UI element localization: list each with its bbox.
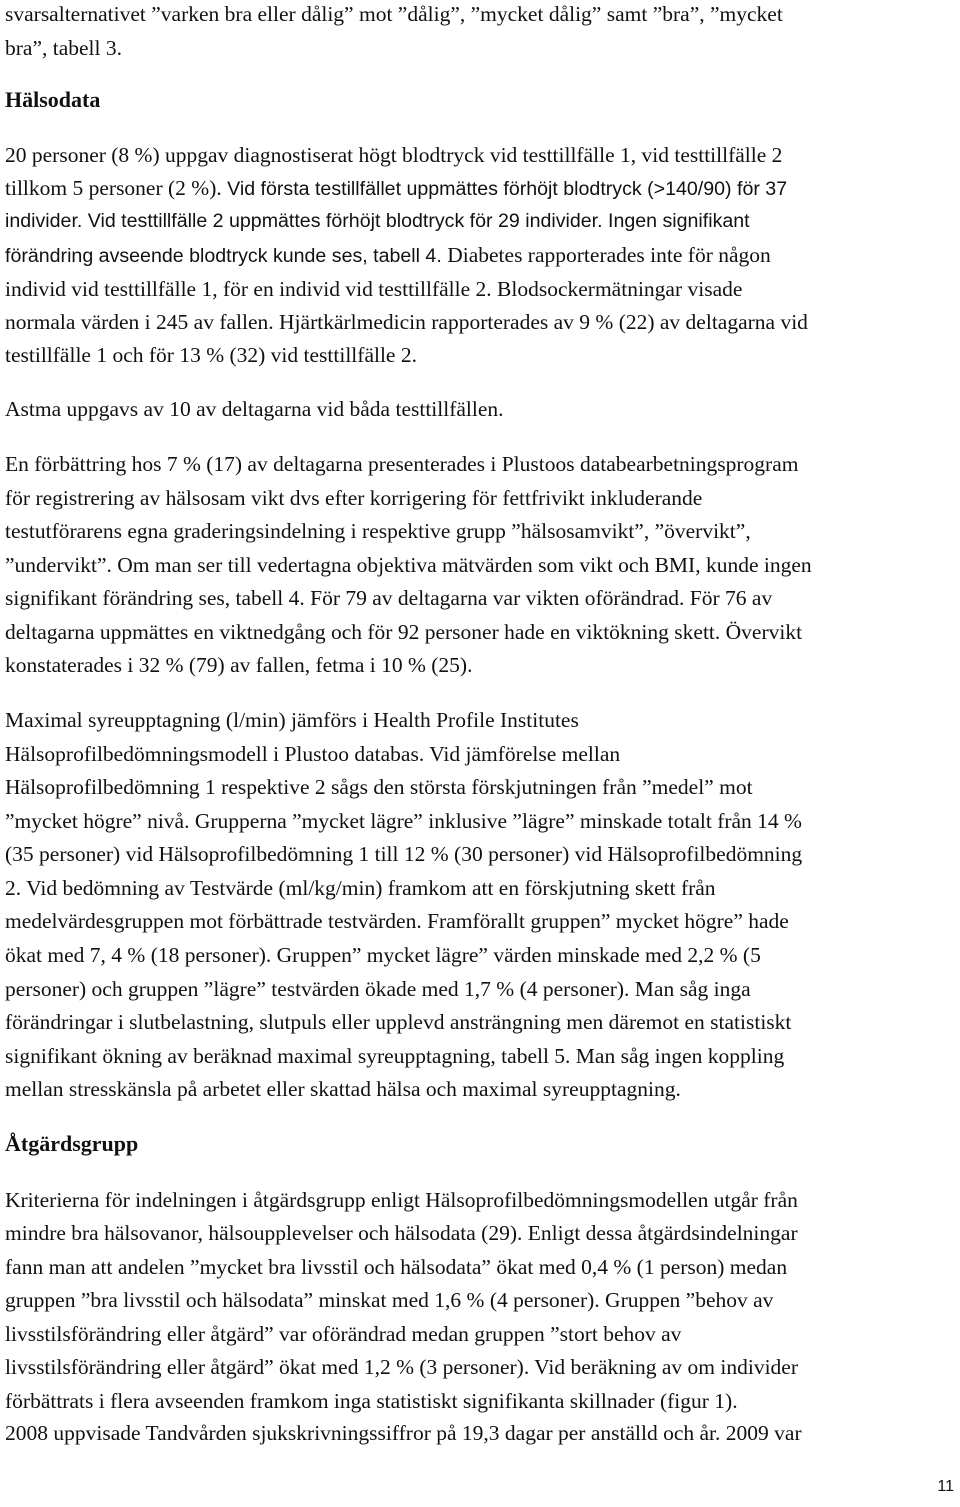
halsodata-p4-line-6: 2. Vid bedömning av Testvärde (ml/kg/min) framkom att en förskjutning skett från xyxy=(5,876,716,900)
intro-line-1: svarsalternativet ”varken bra eller dålig” mot ”dålig”, ”mycket dålig” samt ”bra”, ”mycket xyxy=(5,2,783,26)
halsodata-p3-line-4: ”undervikt”. Om man ser till vedertagna objektiva mätvärden som vikt och BMI, kunde ingen xyxy=(5,553,812,577)
halsodata-p1-line-4-serif: Diabetes rapporterades inte för någon xyxy=(447,243,771,267)
halsodata-p1-line-4 xyxy=(5,242,771,269)
halsodata-p1-line-2-serif: tillkom 5 personer (2 %). xyxy=(5,176,228,200)
halsodata-p3-line-1: En förbättring hos 7 % (17) av deltagarna presenterades i Plustoos databearbetningsprogram xyxy=(5,452,799,476)
halsodata-p1-line-3: individer. Vid testtillfälle 2 uppmättes förhöjt blodtryck för 29 individer. Ingen signifikant xyxy=(5,210,750,232)
atgardsgrupp-p1-line-8: 2008 uppvisade Tandvården sjukskrivningssiffror på 19,3 dagar per anställd och år. 2009 var xyxy=(5,1421,802,1445)
halsodata-p2: Astma uppgavs av 10 av deltagarna vid båda testtillfällen. xyxy=(5,397,504,421)
atgardsgrupp-p1-line-7: förbättrats i flera avseenden framkom inga statistiskt signifikanta skillnader (figur 1). xyxy=(5,1389,738,1413)
halsodata-p4-line-7: medelvärdesgruppen mot förbättrade testvärden. Framförallt gruppen” mycket högre” hade xyxy=(5,909,789,933)
halsodata-p3-line-3: testutförarens egna graderingsindelning i respektive grupp ”hälsosamvikt”, ”övervikt”, xyxy=(5,519,751,543)
halsodata-p3-line-5: signifikant förändring ses, tabell 4. För 79 av deltagarna var vikten oförändrad. För 76 av xyxy=(5,586,773,610)
section-heading-halsodata: Hälsodata xyxy=(5,87,101,112)
halsodata-p4-line-12: mellan stresskänsla på arbetet eller skattad hälsa och maximal syreupptagning. xyxy=(5,1077,681,1101)
halsodata-p4-line-1: Maximal syreupptagning (l/min) jämförs i Health Profile Institutes xyxy=(5,708,579,732)
halsodata-p1-line-4-sans: förändring avseende blodtryck kunde ses, tabell 4. xyxy=(5,245,448,267)
halsodata-p4-line-2: Hälsoprofilbedömningsmodell i Plustoo databas. Vid jämförelse mellan xyxy=(5,742,621,766)
page-number: 11 xyxy=(937,1478,954,1495)
intro-line-2: bra”, tabell 3. xyxy=(5,36,123,60)
section-heading-atgardsgrupp: Åtgärdsgrupp xyxy=(5,1131,139,1156)
halsodata-p4-line-3: Hälsoprofilbedömning 1 respektive 2 sågs den största förskjutningen från ”medel” mot xyxy=(5,775,753,799)
atgardsgrupp-p1-line-3: fann man att andelen ”mycket bra livsstil och hälsodata” ökat med 0,4 % (1 person) medan xyxy=(5,1255,788,1279)
halsodata-p3-line-6: deltagarna uppmättes en viktnedgång och för 92 personer hade en viktökning skett. Övervikt xyxy=(5,620,803,644)
halsodata-p4-line-5: (35 personer) vid Hälsoprofilbedömning 1 till 12 % (30 personer) vid Hälsoprofilbedömning xyxy=(5,842,803,866)
halsodata-p1-line-1: 20 personer (8 %) uppgav diagnostiserat högt blodtryck vid testtillfälle 1, vid testtillfälle 2 xyxy=(5,143,783,167)
atgardsgrupp-p1-line-6: livsstilsförändring eller åtgärd” ökat med 1,2 % (3 personer). Vid beräkning av om individer xyxy=(5,1355,799,1379)
atgardsgrupp-p1-line-4: gruppen ”bra livsstil och hälsodata” minskat med 1,6 % (4 personer). Gruppen ”behov av xyxy=(5,1288,774,1312)
halsodata-p1-line-2 xyxy=(5,175,787,202)
halsodata-p3-line-7: konstaterades i 32 % (79) av fallen, fetma i 10 % (25). xyxy=(5,653,473,677)
halsodata-p1-line-6: normala värden i 245 av fallen. Hjärtkärlmedicin rapporterades av 9 % (22) av deltagarna vid xyxy=(5,310,808,334)
atgardsgrupp-p1-line-1: Kriterierna för indelningen i åtgärdsgrupp enligt Hälsoprofilbedömningsmodellen utgår från xyxy=(5,1188,798,1212)
halsodata-p4-line-9: personer) och gruppen ”lägre” testvärden ökade med 1,7 % (4 personer). Man såg inga xyxy=(5,977,751,1001)
halsodata-p3-line-2: för registrering av hälsosam vikt dvs efter korrigering för fettfrivikt inkluderande xyxy=(5,486,703,510)
halsodata-p1-line-5: individ vid testtillfälle 1, för en individ vid testtillfälle 2. Blodsockermätningar visade xyxy=(5,277,743,301)
halsodata-p4-line-10: förändringar i slutbelastning, slutpuls eller upplevd ansträngning men däremot en statistiskt xyxy=(5,1010,792,1034)
halsodata-p1-line-7: testillfälle 1 och för 13 % (32) vid testtillfälle 2. xyxy=(5,343,417,367)
halsodata-p1-line-2-sans: Vid första testillfället uppmättes förhöjt blodtryck (>140/90) för 37 xyxy=(227,178,788,200)
halsodata-p4-line-4: ”mycket högre” nivå. Grupperna ”mycket lägre” inklusive ”lägre” minskade totalt från 14 % xyxy=(5,809,802,833)
halsodata-p4-line-11: signifikant ökning av beräknad maximal syreupptagning, tabell 5. Man såg ingen koppling xyxy=(5,1044,785,1068)
atgardsgrupp-p1-line-5: livsstilsförändring eller åtgärd” var oförändrad medan gruppen ”stort behov av xyxy=(5,1322,682,1346)
halsodata-p4-line-8: ökat med 7, 4 % (18 personer). Gruppen” mycket lägre” värden minskade med 2,2 % (5 xyxy=(5,943,761,967)
atgardsgrupp-p1-line-2: mindre bra hälsovanor, hälsoupplevelser och hälsodata (29). Enligt dessa åtgärdsindelningar xyxy=(5,1221,798,1245)
